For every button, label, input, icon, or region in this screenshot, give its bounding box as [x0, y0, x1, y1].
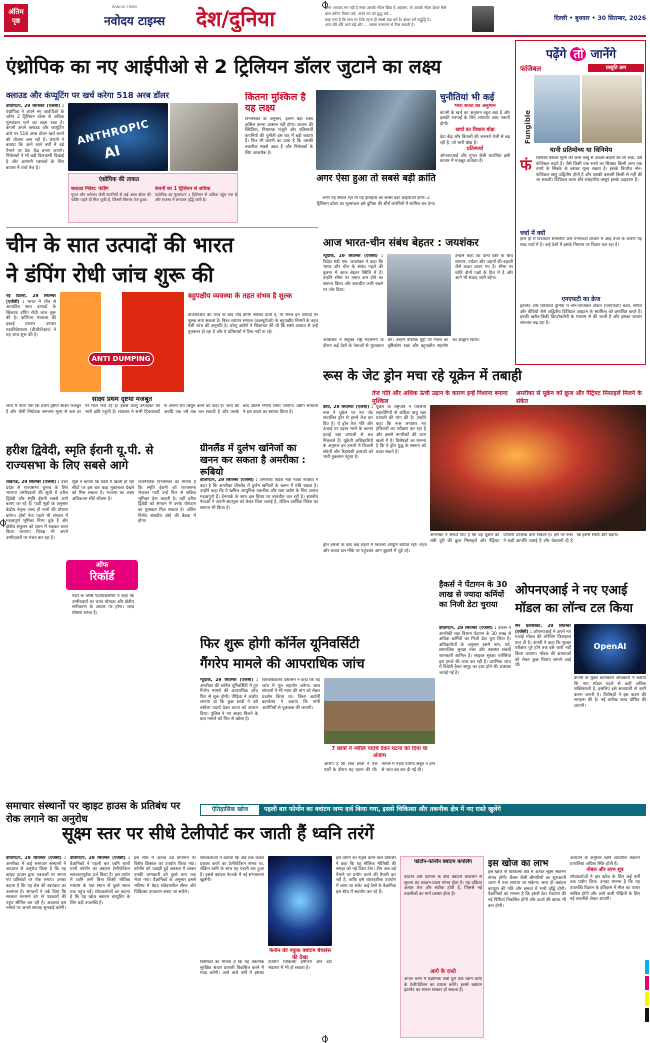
tech-worker-image	[170, 103, 238, 171]
cornell-building-image	[324, 678, 435, 744]
quantum-side-box-body2: अगले चरण में वैज्ञानिक लंबी दूरी तक ध्वनि कणों के टेलीपोर्टेशन का प्रयास करेंगे। इससे क्वांटम इंटरनेट का सपना साकार हो सकता है।	[404, 977, 482, 994]
anthropic-image	[68, 103, 168, 171]
quantum-right-body: इस खोज से चिकित्सा क्षेत्र में अत्यंत सूक्ष्म स्कैनिंग संभव होगी। कैंसर जैसी बीमारियों का शुरुआती चरण में पता लगाया जा सकेगा। साथ ही क्वांटम कंप्यूटर की गति और क्षमता में भारी वृद्धि होगी। वैज्ञानिकों का मानना है कि इससे डेटा भंडारण की नई विधियां विकसित होंगी और ऊर्जा की खपत भी कम होगी।	[488, 870, 566, 909]
padhenge-title-3: जानेंगे	[590, 47, 617, 61]
greenland-headline: ग्रीनलैंड में दुर्लभ खनिजों का खनन कर सकता है अमरीका : रूबियो	[200, 443, 306, 478]
russia-sub-2: अमरीका से यूक्रेन को क्रूज और पैट्रियट मिसाइलें मिलने के संकेत	[516, 390, 642, 405]
quantum-headline: सूक्ष्म स्तर पर सीधे टेलीपोर्ट कर जाती हैं ध्वनि तरंगें	[62, 824, 374, 844]
anthropic-image-ai: AI	[102, 142, 122, 163]
color-bar-yellow	[645, 992, 649, 1006]
dateline: दिल्ली • बुधवार • 30 सितम्बर, 2026	[554, 15, 646, 22]
anti-dumping-stamp: ANTI DUMPING	[88, 352, 154, 366]
padhenge-issue: प्रस्तुति क्रम	[588, 64, 644, 72]
page-label-line1: अंतिम	[8, 8, 24, 16]
masthead-quote	[325, 5, 469, 33]
padhenge-title-2: तो	[570, 47, 586, 61]
anthropic-body-col1: वॉशिंगटन, 29 सितम्बर (एजेंसी) : एंथ्रोपिक ने अपने नए आईपीओ के जरिए 2 ट्रिलियन डॉलर से अधिक मूल्यांकन पाने का लक्ष्य रखा है। कंपनी अपने क्लाउड और कंप्यूटिंग ढांचे पर 518 अरब डॉलर खर्च करने की योजना बना रही है। कंपनी ने बताया कि आने वाले वर्षों में बड़े पैमाने पर डेटा केंद्र बनाए जाएंगे। निवेशकों ने भी बड़ी दिलचस्पी दिखाई है और आगामी प्रस्तावों के लिए बाजार में चर्चा तेज है।	[6, 104, 64, 171]
china-side-body: डीजीटीआर की जांच के बाद यदि डंपिंग साबित होती है, तो भारत इन उत्पादों पर शुल्क लगा सकता है। विश्व व्यापार संगठन (डब्ल्यूटीओ) के बहुपक्षीय नियमों के तहत ऐसी जांच की अनुमति है। घरेलू उद्योगों ने शिकायत की थी कि सस्ते आयात से उन्हें नुकसान हो रहा है और वे प्रतिस्पर्धा में टिक नहीं पा रहे।	[188, 313, 318, 335]
registration-mark-bottom	[322, 1036, 328, 1042]
quantum-right-head: इस खोज का लाभ	[488, 859, 549, 869]
anthropic-mid-quote-body: अगर यह सफल रहा तो यह इतिहास का सबसे बड़ा आईपीओ होगा। 2 ट्रिलियन डॉलर का मूल्यांकन इसे दुनिया की शीर्ष कंपनियों में शामिल कर देगा।	[316, 196, 436, 207]
harish-body-col1: लखनऊ, 29 सितम्बर (एजेंसी) : उत्तर प्रदेश से राज्यसभा चुनाव के लिए भाजपा उम्मीदवारों की सूची में हरीश द्विवेदी और स्मृति ईरानी सबसे आगे बताए जा रहे हैं। पार्टी सूत्रों के अनुसार केंद्रीय नेतृत्व जल्द ही नामों की घोषणा करेगा। दोनों नेता पहले भी संगठन में महत्वपूर्ण भूमिका निभा चुके हैं और क्षेत्रीय संतुलन को ध्यान में रखकर चयन किया जाएगा। विपक्ष भी अपने उम्मीदवारों पर मंथन कर रहा है।	[6, 480, 68, 541]
harish-headline: हरीश द्विवेदी, स्मृति ईरानी यू.पी. से राज्यसभा के लिए सबसे आगे	[6, 443, 154, 472]
anthropic-box-title: एंथ्रोपिक की ताकत	[98, 177, 140, 183]
anthropic-right-sub3: प्रतिस्पर्धा	[466, 146, 484, 153]
quantum-side-box-body: फोटॉन और फोनॉन के बीच क्वांटम कपलिंग से सूचना का आदान-प्रदान संभव होता है। यह प्रक्रिया अत्यंत तेज और सटीक होती है, जिससे नई तकनीकों का मार्ग प्रशस्त होता है।	[404, 875, 482, 897]
china-body-bottom: जांच में पाया गया कि प्रथम दृष्टया साक्ष्य मजबूत हैं और चीनी निर्यातक सामान्य मूल्य से कम दर पर माल भेज रहे हैं। इससे घरेलू उत्पादकों को भारी क्षति पहुंची है। मंत्रालय ने सभी हितधारकों से अपनी राय प्रस्तुत करने को कहा है। जांच की अवधि एक वर्ष तक चल सकती है और उसके बाद अंतिम निर्णय लिया जाएगा। उद्योग संगठनों ने इस कदम का स्वागत किया है।	[6, 404, 318, 415]
jaishankar-headline: आज भारत-चीन संबंध बेहतर : जयशंकर	[323, 237, 479, 249]
whitehouse-body: वॉशिंगटन, 29 सितम्बर (एजेंसी) : अमरीका में कई समाचार संस्थानों ने अदालत से अनुरोध किया है कि वह व्हाइट हाउस द्वारा पत्रकारों पर लगाए गए प्रतिबंधों पर रोक लगाए। उनका कहना है कि यह प्रेस की स्वतंत्रता का उल्लंघन है। संगठनों ने तर्क दिया कि सरकार मनमाने ढंग से पत्रकारों की पहुंच सीमित कर रही है। अदालत इस मामले पर अगले सप्ताह सुनवाई करेगी।	[6, 856, 66, 912]
fungible-image	[534, 75, 580, 143]
russia-body-col2: यूक्रेन के राष्ट्रपति ने पश्चिमी सहयोगियों से अधिक वायु रक्षा प्रणाली की मांग की है। उन्होंने कहा कि रूस लगातार नए हथियारों का परीक्षण कर रहा है और इससे नागरिकों की जान खतरे में है। विशेषज्ञों का मानना है कि ये ड्रोन युद्ध के स्वरूप को बदल सकते हैं।	[376, 405, 426, 455]
quantum-inner-caption: फेनॉन की नकुक क्वांटम बैचलेस की देखा	[269, 948, 331, 961]
quantum-image	[268, 856, 332, 946]
quantum-strip	[200, 804, 646, 816]
anthropic-sub-right: चुनौतियां भी कई	[440, 93, 495, 103]
masthead-rule	[4, 35, 646, 37]
fungible-body: जिसकी बराबर मूल्य की अन्य वस्तु से अदला-बदली की जा सके, उसे फंजिबल कहते हैं। जैसे किसी एक रुपये का सिक्का किसी अन्य एक रुपये के सिक्के के बराबर मूल्य रखता है। इसके विपरीत नॉन-फंजिबल वस्तु अद्वितीय होती है और उसकी बराबरी किसी से नहीं की जा सकती। डिजिटल कला और संग्रहणीय वस्तुएं इसके उदाहरण हैं।	[536, 156, 642, 184]
china-headline-1: चीन के सात उत्पादों की भारत	[6, 233, 234, 257]
quantum-body-col4: विशेषज्ञों का मानना है कि यह तकनीक सुरक्षित संचार प्रणाली विकसित करने में मदद करेगी। आने वाले वर्षों में इसका उपयोग चिकित्सा इमेजिंग और डेटा भंडारण में भी हो सकता है।	[200, 960, 332, 977]
color-bar-magenta	[645, 976, 649, 990]
harish-body-col3: राजनीतिक विश्लेषकों का मानना है कि स्मृति ईरानी को राज्यसभा भेजकर पार्टी उन्हें फिर से सक्रिय भूमिका देना चाहती है। वहीं हरीश द्विवेदी को संगठन में उनके योगदान का पुरस्कार मिल सकता है। अंतिम निर्णय संसदीय बोर्ड की बैठक में होगा।	[138, 480, 196, 525]
registration-mark-left	[0, 520, 6, 526]
anthropic-mid-body: विश्लेषकों के अनुसार, इतना बड़ा लक्ष्य हासिल करना आसान नहीं होगा। बाजार की स्थितियां, नियामक मंजूरी और प्रतिस्पर्धी कंपनियों की चुनौती इस राह में बड़ी बाधाएं हैं। फिर भी कंपनी का दावा है कि उसकी तकनीक सबसे उन्नत है और निवेशकों के लिए आकर्षक है।	[245, 117, 313, 156]
russia-headline: रूस के जेट ड्रोन मचा रहे यूक्रेन में तबाही	[323, 368, 522, 384]
quantum-right-sub: नोबल और लाभ सूत्र	[586, 867, 624, 874]
china-rule	[6, 227, 318, 228]
quantum-side-box-sub: आगे के रास्ते	[430, 969, 456, 975]
padhenge-tag: फंजिबल	[520, 65, 542, 73]
hacker-body: वॉशिंगटन, 29 सितम्बर (एजेंसी) : हैकर्स ने अमरीकी रक्षा विभाग पेंटागन के 30 लाख से अधिक कर्मियों का निजी डेटा चुरा लिया है। अधिकारियों के अनुसार इसमें नाम, पते, सामाजिक सुरक्षा नंबर और स्वास्थ्य संबंधी जानकारी शामिल है। साइबर सुरक्षा एजेंसियां इस हमले की जांच कर रही हैं। प्रारंभिक जांच में विदेशी हैकर समूह का हाथ होने की आशंका जताई गई है।	[439, 626, 511, 676]
jaishankar-body-bottom: जयशंकर ने संयुक्त राष्ट्र महासभा के दौरान कई देशों के नेताओं से मुलाकात की। उन्होंने वैश्विक मुद्दों पर भारत का दृष्टिकोण रखा और बहुपक्षीय सहयोग का आह्वान किया।	[323, 338, 480, 349]
paper-name: नवोदय टाइम्स	[104, 14, 166, 28]
whitehouse-headline: समाचार संस्थानों पर व्हाइट हाउस के प्रतिबंध पर रोक लगाने का अनुरोध	[6, 801, 181, 825]
section-title: देश/दुनिया	[196, 7, 275, 31]
fungible-vertical: Fungible	[524, 110, 532, 144]
off-record-badge-1: ऑफ	[95, 561, 109, 569]
openai-headline-2: मॉडल का लॉन्च टल किया	[515, 600, 633, 615]
quote-line-1: अगर आपका मन नहीं है साफ़ आपके भीतर छिपा है अहंकार, तो आपके भीतर ईश्वर कैसे	[325, 5, 447, 10]
quote-line-4: आप धीरे-धीरे आगे बढ़ें और ... आत्मा परमात्मा से मिल सकती है।	[325, 22, 415, 28]
anthropic-mid-quote: अगर ऐसा हुआ तो सबसे बड़ी क्रांति	[316, 173, 436, 184]
quantum-body-col3: शोधकर्ताओं ने बताया कि अब तक केवल प्रकाश कणों का टेलीपोर्टेशन संभव था, लेकिन ध्वनि के साथ यह पहली बार हुआ है। इससे क्वांटम नेटवर्क में नई संभावनाएं खुलेंगी।	[200, 856, 264, 884]
china-body-col1: नई दिल्ली, 29 सितम्बर (एजेंसी) : भारत ने चीन से आयातित सात उत्पादों के खिलाफ डंपिंग रोधी जांच शुरू की है। वाणिज्य मंत्रालय की इकाई व्यापार उपचार महानिदेशालय (डीजीटीआर) ने यह जांच शुरू की है।	[6, 294, 56, 339]
cornell-headline-1: फिर शुरू होगी कॉर्नेल यूनिवर्सिटी	[200, 636, 360, 652]
russia-body-bottom: अमरीका ने संकेत दिए हैं कि वह यूक्रेन को लंबी दूरी की क्रूज मिसाइलें और पैट्रियट प्रणाली उपलब्ध करा सकता है। इस पर रूस ने कड़ी आपत्ति जताई है और चेतावनी दी है कि इससे संघर्ष और बढ़ेगा।	[430, 533, 619, 544]
anthropic-box-right-text: एंथ्रोपिक का मूल्यांकन 1 ट्रिलियन से अधिक पहुंच गया है और राजस्व में लगातार वृद्धि जारी है।	[155, 192, 237, 202]
cornell-body-col1: न्यूयॉर्क, 29 सितम्बर (एजेंसी) : अमरीका की कॉर्नेल यूनिवर्सिटी में हुए गैंगरेप मामले की आपराधिक जांच फिर से शुरू होगी। पीड़िता ने आरोप लगाया था कि कुछ छात्रों ने उसे नशीला पदार्थ देकर घटना को अंजाम दिया। पुलिस ने नए साक्ष्य मिलने के बाद मामले को फिर से खोला है।	[200, 678, 258, 723]
cornell-inner-head: 7 छात्रों ने नशीले पदार्थ देकर घटना को दिया था अंजाम	[331, 746, 428, 759]
fungible-q-head: चर्चा में क्यों	[520, 230, 546, 237]
color-bar-black	[645, 1008, 649, 1022]
jaishankar-body-col2: उन्होंने कहा कि दोनों देशों के बीच व्यापार, पर्यटन और उड़ानों की बहाली जैसे कदम उठाए गए हैं। सीमा पर शांति दोनों पक्षों के हित में है और आगे भी संवाद जारी रहेगा।	[455, 254, 513, 282]
anthropic-box-right-title: कंपनी का 1 ट्रिलियन से अधिक	[155, 187, 211, 192]
quote-line-3: कहा गया है कि सत्य पर टिके रहना ही सबसे बड़ा धर्म है। ईश्वर हमें सद्बुद्धि दें।	[325, 16, 431, 22]
russia-sub-1: तेज गति और अधिक ऊंची उड़ान के कारण इन्हें निशाना बनाना मुश्किल	[372, 390, 508, 405]
fungible-q2-body: इंटरनेट और डिजिटल दुनिया में नॉन-फंजिबल टोकन (एनएफटी) कला, संगीत और वीडियो जैसे अद्वितीय डिजिटल आइटम के स्वामित्व को प्रमाणित करते हैं। इनकी खरीद-बिक्री क्रिप्टोकरेंसी के माध्यम से की जाती है और इसका बाजार लगातार बढ़ रहा है।	[520, 304, 642, 326]
anthropic-headline: एंथ्रोपिक का नए आईपीओ से 2 ट्रिलियन डॉलर जुटाने का लक्ष्य	[6, 56, 442, 78]
fungible-q2-head: एनएफटी का क्रेज	[561, 296, 601, 303]
jaishankar-body-col1: न्यूयॉर्क, 29 सितम्बर (एजेंसी) : विदेश मंत्री एस. जयशंकर ने कहा कि भारत और चीन के संबंध पहले की तुलना में आज बेहतर स्थिति में हैं। उन्होंने सीमा पर तनाव कम होने का स्वागत किया और बातचीत जारी रखने पर जोर दिया।	[323, 254, 383, 293]
fungible-head-box: यानी प्रतिमोच्य या विनिमेय	[549, 146, 613, 154]
robot-image	[316, 90, 436, 170]
openai-image-word: OpenAI	[593, 642, 627, 651]
openai-image	[574, 624, 646, 674]
quantum-body-col2: इस शोध में अत्यंत ठंडे तापमान पर विशेष क्रिस्टल का उपयोग किया गया। फोनोंन को उलझी हुई अवस्था में लाकर उनकी जानकारी को दूसरे कण तक भेजा गया। वैज्ञानिकों के अनुसार इससे भविष्य में बेहद संवेदनशील सेंसर और चिकित्सा उपकरण बनाए जा सकेंगे।	[134, 856, 196, 895]
paper-subline: RANCHI TIMES	[112, 5, 138, 9]
anthropic-right-sub2: खर्चा का विशाल बोझ	[455, 127, 495, 134]
greenland-body: वॉशिंगटन, 29 सितम्बर (एजेंसी) : अमरीकी विदेश मंत्री मार्को रूबियो ने कहा है कि अमरीका ग्रीनलैंड में दुर्लभ खनिजों के खनन में रुचि रखता है। उन्होंने कहा कि ये खनिज आधुनिक तकनीक और रक्षा उद्योग के लिए अत्यंत महत्वपूर्ण हैं। डेनमार्क के साथ इस विषय पर बातचीत चल रही है। स्थानीय नेताओं ने अपनी संप्रभुता को लेकर चिंता जताई है, लेकिन आर्थिक निवेश का स्वागत भी किया है।	[200, 478, 318, 511]
china-caption: साक्ष्य प्रथम दृष्टया मजबूत	[91, 395, 153, 403]
anthropic-box-left-title: क्लाउड निवेश: फंडिंग	[71, 187, 109, 192]
off-record-badge-2: रिकॉर्ड	[89, 570, 115, 583]
openai-body-col1: सैन फ्रांसिस्को, 29 सितम्बर (एजेंसी) : ओपनएआई ने अपने नए एआई मॉडल की लॉन्चिंग फिलहाल टाल दी है। कंपनी ने कहा कि सुरक्षा परीक्षण पूरे होने तक इसे जारी नहीं किया जाएगा। मॉडल की क्षमताओं को लेकर कुछ चिंताएं सामने आई थीं।	[515, 624, 571, 669]
firefighters-image	[430, 405, 646, 531]
openai-body-col2: कंपनी के मुख्य कार्यकारी अधिकारी ने बताया कि नया मॉडल पहले से कहीं अधिक शक्तिशाली है, इसलिए इसे सावधानी से जारी करना जरूरी है। विशेषज्ञों ने इस कदम की सराहना की है। नई तारीख जल्द घोषित की जाएगी।	[574, 676, 646, 709]
cornell-headline-2: गैंगरेप मामले की आपराधिक जांच	[200, 656, 365, 672]
china-side-head: बहुपक्षीय व्यवस्था के तहत संभव है शुल्क	[188, 292, 293, 300]
china-flags-image	[60, 292, 184, 392]
quantum-body-col5: इस प्रयोग का नेतृत्व करने वाले प्रोफेसर ने कहा कि यह मौलिक भौतिकी की समझ को नई दिशा देगा। टीम अब बड़े पैमाने पर प्रयोग करने की तैयारी कर रही है, ताकि इसे व्यावहारिक उपयोग में लाया जा सके। कई देशों के वैज्ञानिक इस शोध में सहयोग कर रहे हैं।	[336, 856, 396, 895]
padhenge-title-1: पढ़ेंगे	[545, 47, 567, 61]
russia-body-col3: ड्रोन हमलों के बाद कई शहरों में बिजली आपूर्ति बाधित रही। राहत और बचाव दल मौके पर पहुंचकर आग बुझाने में जुटे रहे।	[323, 543, 427, 554]
anthropic-image-word: ANTHROPIC	[75, 117, 151, 148]
fungible-big-letter: फं	[520, 156, 532, 174]
harish-body-col2b: पार्टी के वरिष्ठ पदाधिकारियों ने कहा कि उम्मीदवारों का चयन योग्यता और क्षेत्रीय समीकरण के आधार पर होगा। जल्द घोषणा संभव है।	[72, 594, 134, 616]
anthropic-sub-mid: कितना मुश्किल है यह लक्ष्य	[245, 92, 306, 114]
cornell-body-col3: आरोप है कि सात छात्रों ने एक पार्टी के दौरान यह घटना की थी। मामले में पहले पर्याप्त सबूत न होने से जांच बंद कर दी गई थी।	[324, 762, 435, 773]
china-headline-2: ने डंपिंग रोधी जांच शुरू की	[6, 263, 214, 287]
quantum-side-box	[400, 856, 484, 1038]
anthropic-sub-left: क्लाउड और कंप्यूटिंग पर खर्च करेगा 518 अरब डॉलर	[6, 90, 169, 100]
hacker-headline: हैकर्स ने पेंटागन के 30 लाख से ज्यादा कर्मियों का निजी डेटा चुराया	[439, 580, 508, 609]
china-flag-half	[122, 292, 184, 392]
registration-mark-top	[322, 2, 328, 8]
padhenge-title	[518, 45, 644, 62]
fungible-image-2	[582, 75, 642, 143]
anthropic-box-left-text: गूगल और अमेज़न जैसी कंपनियों से कई अरब डॉलर की फंडिंग पहले ही मिल चुकी है, जिससे विस्तार तेज हुआ।	[71, 192, 151, 202]
anthropic-info-box	[68, 173, 238, 223]
anthropic-right-sub1: भारी बजट का अनुमान	[454, 104, 496, 109]
anthropic-right-body: भारी बजट का अनुमान कंपनी के खर्च का अनुमान बहुत बड़ा है और इसकी भरपाई के लिए लगातार आय जरूरी होगी। खर्चा का विशाल बोझ डेटा केंद्र और बिजली की जरूरतें तेजी से बढ़ रही हैं, जो भारी बोझ है। प्रतिस्पर्धा ओपनएआई और गूगल जैसी कंपनियां इसी बाजार में मजबूत दावेदार हैं।	[440, 104, 510, 165]
quantum-side-box-head: फोटॉन-फोनॉन क्वांटम कपलिंग	[414, 859, 472, 865]
padhenge-panel	[515, 40, 646, 365]
jaishankar-photo	[387, 254, 451, 336]
quantum-strip-label: ऐतिहासिक खोज	[200, 804, 260, 816]
openai-headline-1: ओपनएआई ने नए एआई	[515, 582, 628, 597]
page-label-line2: पृष्ठ	[11, 17, 21, 25]
harish-body-col2: सूत्रों ने बताया कि प्रदेश में खाली हो रही सीटों पर इस बार कड़ा मुकाबला देखने को मिल सकता है। भाजपा का लक्ष्य अधिकतम सीटें जीतना है।	[72, 480, 134, 502]
quote-line-2: वास करेंगे? विचार करें, अपने मन को शुद्ध करें...	[325, 10, 392, 16]
page-label-box	[4, 4, 28, 32]
cornell-body-col2: विश्वविद्यालय प्रशासन ने कहा कि वह जांच में पूरा सहयोग करेगा। छात्र संगठनों ने भी न्याय की मांग को लेकर प्रदर्शन किया था। जिला अटॉर्नी कार्यालय ने बताया कि सभी आरोपियों से पूछताछ की जाएगी।	[262, 678, 320, 711]
quantum-strip-text: पहली बार फोनोंन का क्वांटम जम्प दर्ज किया गया, इससे चिकित्सा और तकनीक क्षेत्र में नए रास्ते खुलेंगे	[264, 806, 501, 813]
color-bar-cyan	[645, 960, 649, 974]
off-record-badge	[66, 560, 138, 590]
fungible-q-body: हाल ही में डिजिटल संपत्तियों और एनएफटी बाजार में आई तेजी के कारण यह शब्द चर्चा में है। कई देशों में इसके नियमन पर विचार चल रहा है।	[520, 237, 642, 248]
quantum-body-col1: वॉशिंगटन, 29 सितम्बर (एजेंसी) : वैज्ञानिकों ने पहली बार ध्वनि कणों यानी फोनोंन का क्वांटम टेलीपोर्टेशन सफलतापूर्वक दर्ज किया है। इस प्रयोग में ध्वनि तरंगें बिना किसी भौतिक माध्यम के एक स्थान से दूसरे स्थान तक पहुंच गईं। शोधकर्ताओं का कहना है कि यह खोज क्वांटम कंप्यूटिंग के लिए बड़ी उपलब्धि है।	[70, 856, 130, 906]
quantum-far-right-body: अध्ययन के अनुसार ध्वनि आधारित क्वांटम प्रणालियां अधिक स्थिर होती हैं। नोबल और लाभ सूत्र शोधकर्ताओं ने इस खोज के लिए कई वर्षों तक प्रयोग किए। उनका मानना है कि यह उपलब्धि विज्ञान के इतिहास में मील का पत्थर साबित होगी और आने वाली पीढ़ियों के लिए नई तकनीकें लेकर आएगी।	[570, 856, 640, 903]
author-photo	[472, 6, 494, 32]
russia-body-col1: कीव, 29 सितम्बर (एजेंसी) : रूस ने यूक्रेन पर नए जेट संचालित ड्रोन से हमले तेज कर दिए हैं। ये ड्रोन तेज गति और ऊंचाई पर उड़ान भरने के कारण हवाई रक्षा प्रणाली से बच निकलते हैं। यूक्रेनी अधिकारियों के अनुसार इन हमलों में बिजली संयंत्रों और रिहायशी इलाकों को भारी नुकसान पहुंचा है।	[323, 405, 373, 461]
